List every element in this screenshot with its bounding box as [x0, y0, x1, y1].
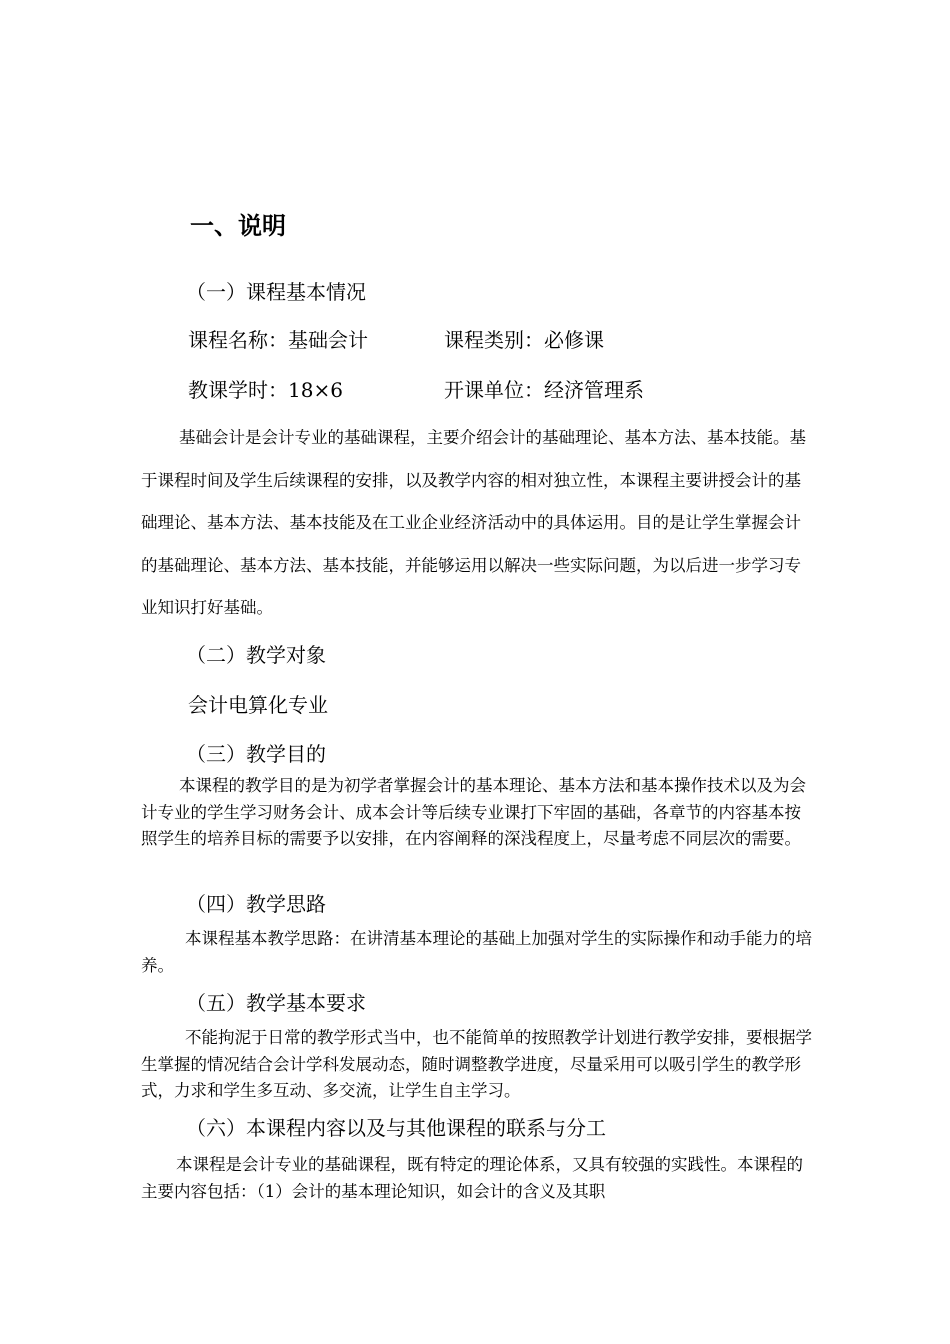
heading-teaching-purpose: （三）教学目的: [186, 742, 326, 766]
teaching-purpose-paragraph: 本课程的教学目的是为初学者掌握会计的基本理论、基本方法和基本操作技术以及为会计专业的学生学习财务会计、成本会计等后续专业课打下牢固的基础，各章节的内容基本按照学生的培养目标的需要予以安排，在内容阐释的深浅程度上，尽量考虑不同层次的需要。: [141, 776, 806, 848]
section-title: 一、说明: [190, 211, 286, 240]
teaching-hours: 教课学时：18×6: [188, 378, 343, 402]
heading-teaching-target: （二）教学对象: [186, 643, 326, 667]
course-relations-paragraph: 本课程是会计专业的基础课程，既有特定的理论体系，又具有较强的实践性。本课程的主要内容包括：（1）会计的基本理论知识，如会计的含义及其职: [141, 1155, 803, 1201]
offering-department: 开课单位：经济管理系: [444, 378, 644, 402]
heading-basic-requirements: （五）教学基本要求: [186, 991, 366, 1015]
course-name: 课程名称：基础会计: [188, 328, 368, 352]
heading-teaching-approach: （四）教学思路: [186, 892, 326, 916]
course-type: 课程类别：必修课: [444, 328, 604, 352]
course-description-paragraph: 基础会计是会计专业的基础课程，主要介绍会计的基础理论、基本方法、基本技能。基于课程时间及学生后续课程的安排，以及教学内容的相对独立性，本课程主要讲授会计的基础理论、基本方法、基本技能及在工业企业经济活动中的具体运用。目的是让学生掌握会计的基础理论、基本方法、基本技能，并能够运用以解决一些实际问题，为以后进一步学习专业知识打好基础。: [141, 428, 806, 617]
heading-course-info: （一）课程基本情况: [186, 280, 366, 304]
heading-course-relations: （六）本课程内容以及与其他课程的联系与分工: [186, 1116, 606, 1140]
teaching-approach-paragraph: 本课程基本教学思路：在讲清基本理论的基础上加强对学生的实际操作和动手能力的培养。: [141, 929, 812, 975]
teaching-target-text: 会计电算化专业: [188, 693, 328, 717]
basic-requirements-paragraph: 不能拘泥于日常的教学形式当中，也不能简单的按照教学计划进行教学安排，要根据学生掌握的情况结合会计学科发展动态，随时调整教学进度，尽量采用可以吸引学生的教学形式，力求和学生多互动、多交流，让学生自主学习。: [141, 1028, 812, 1100]
